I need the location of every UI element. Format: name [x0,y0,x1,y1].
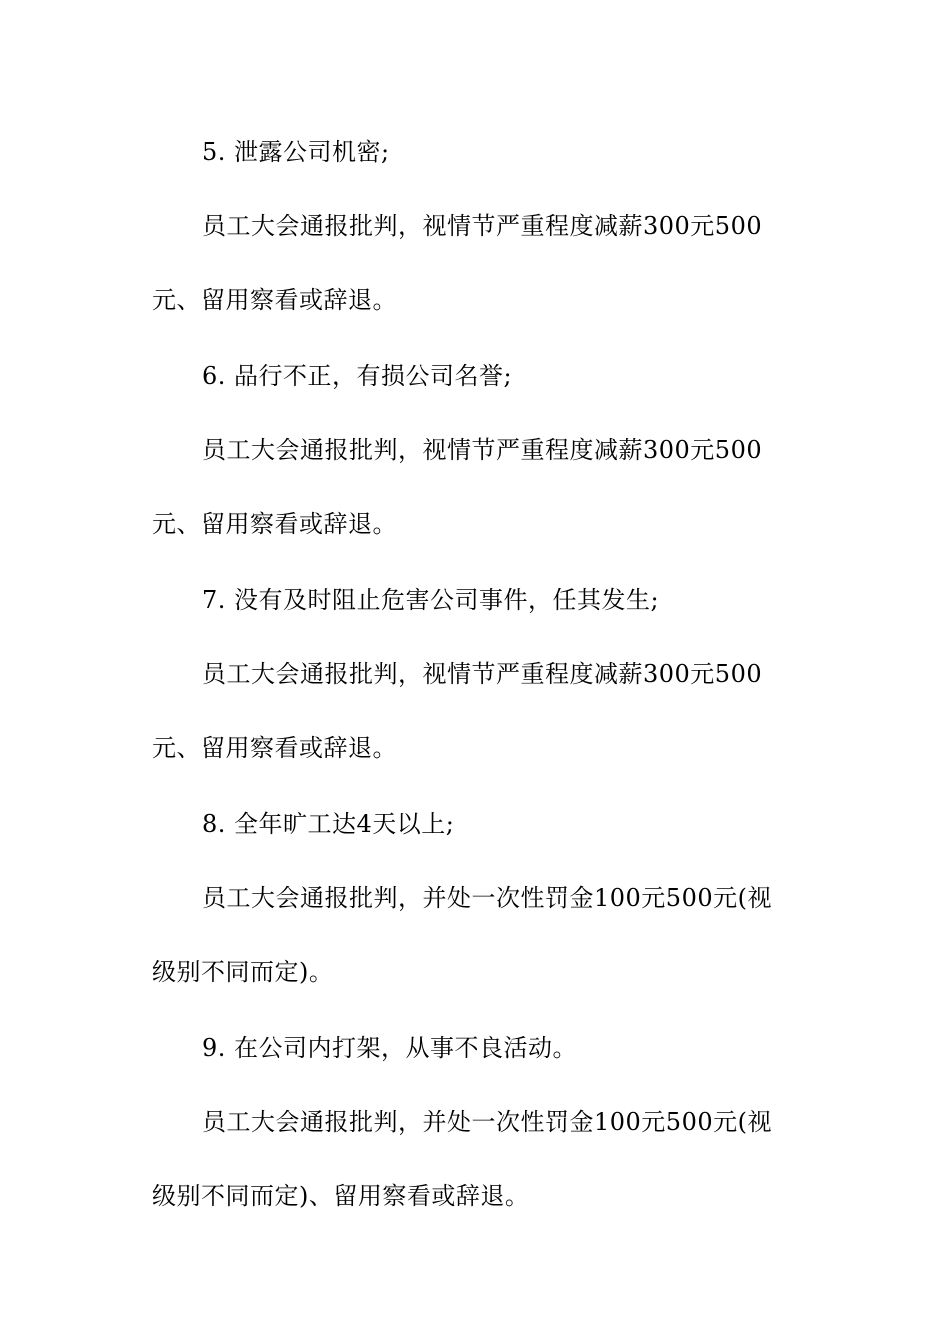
item-7-heading: 7. 没有及时阻止危害公司事件，任其发生; [202,586,660,614]
item-6-penalty-line-1: 员工大会通报批判，视情节严重程度减薪300元500 [202,436,763,464]
item-9-heading: 9. 在公司内打架，从事不良活动。 [202,1034,578,1062]
item-6-penalty-line-2: 元、留用察看或辞退。 [152,510,397,538]
item-5-heading: 5. 泄露公司机密; [202,138,390,166]
item-5-penalty-line-1: 员工大会通报批判，视情节严重程度减薪300元500 [202,212,763,240]
item-8-penalty-line-2: 级别不同而定)。 [152,958,334,986]
item-7-penalty-line-2: 元、留用察看或辞退。 [152,734,397,762]
item-8-penalty-line-1: 员工大会通报批判，并处一次性罚金100元500元(视 [202,884,772,912]
item-6-heading: 6. 品行不正，有损公司名誉; [202,362,513,390]
item-5-penalty-line-2: 元、留用察看或辞退。 [152,286,397,314]
item-9-penalty-line-1: 员工大会通报批判，并处一次性罚金100元500元(视 [202,1108,772,1136]
item-8-heading: 8. 全年旷工达4天以上; [202,810,455,838]
item-9-penalty-line-2: 级别不同而定)、留用察看或辞退。 [152,1182,530,1210]
item-7-penalty-line-1: 员工大会通报批判，视情节严重程度减薪300元500 [202,660,763,688]
